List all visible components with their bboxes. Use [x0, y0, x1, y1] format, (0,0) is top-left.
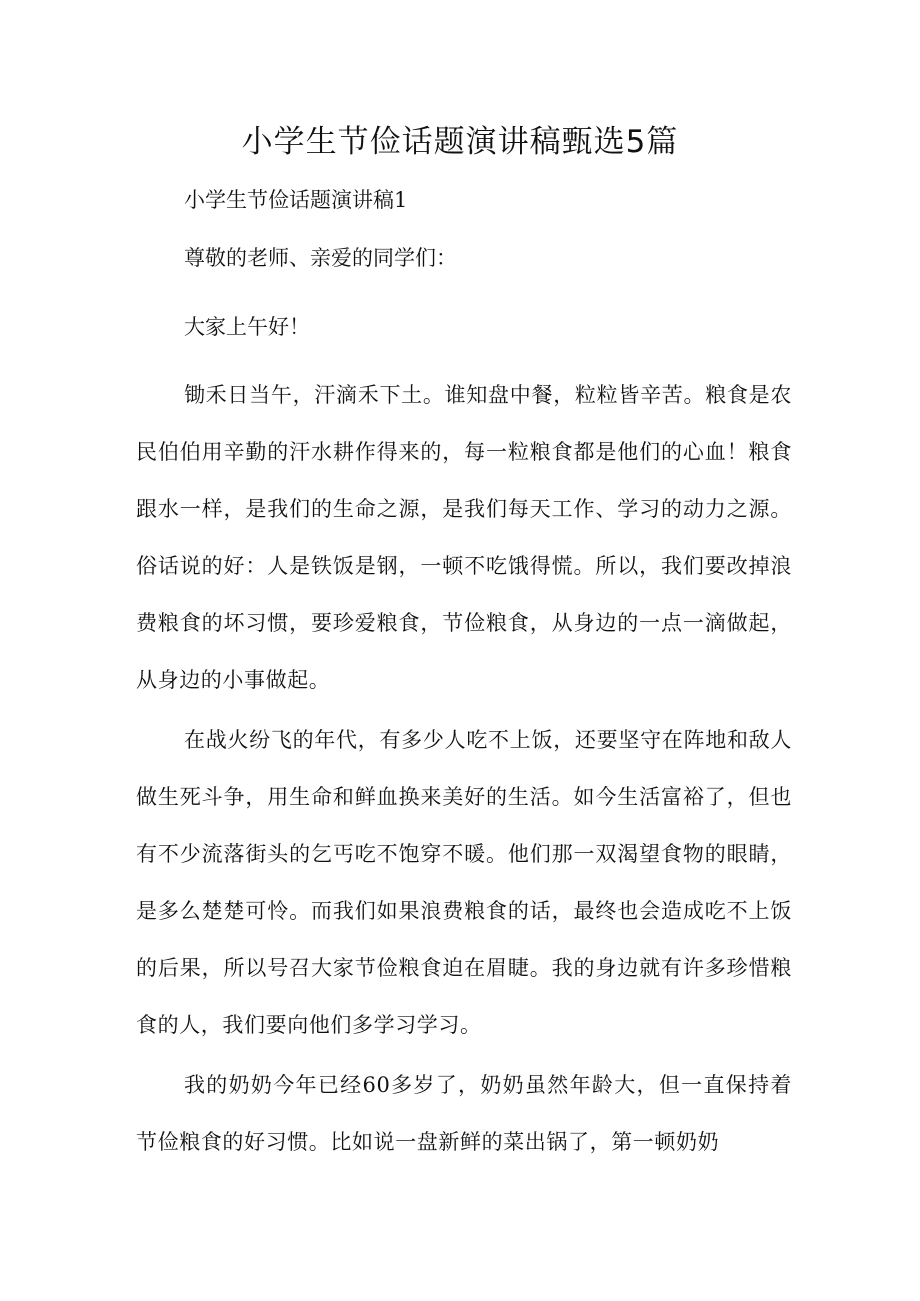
salutation: 尊敬的老师、亲爱的同学们：: [184, 246, 457, 270]
paragraph-3: 我的奶奶今年已经60多岁了，奶奶虽然年龄大，但一直保持着节俭粮食的好习惯。比如说一盘新鲜的菜出锅了，第一顿奶奶: [136, 1073, 792, 1154]
paragraph-2: 在战火纷飞的年代，有多少人吃不上饭，还要坚守在阵地和敌人做生死斗争，用生命和鲜血换来美好的生活。如今生活富裕了，但也有不少流落街头的乞丐吃不饱穿不暖。他们那一双渴望食物的眼睛，是多么楚楚可怜。而我们如果浪费粮食的话，最终也会造成吃不上饭的后果，所以号召大家节俭粮食迫在眉睫。我的身边就有许多珍惜粮食的人，我们要向他们多学习学习。: [136, 728, 792, 1037]
paragraph-1: 锄禾日当午，汗滴禾下土。谁知盘中餐，粒粒皆辛苦。粮食是农民伯伯用辛勤的汗水耕作得来的，每一粒粮食都是他们的心血！粮食跟水一样，是我们的生命之源，是我们每天工作、学习的动力之源。俗话说的好：人是铁饭是钢，一顿不吃饿得慌。所以，我们要改掉浪费粮食的坏习惯，要珍爱粮食，节俭粮食，从身边的一点一滴做起，从身边的小事做起。: [136, 383, 792, 692]
document-title: 小学生节俭话题演讲稿甄选5篇: [241, 124, 679, 160]
speech-subtitle: 小学生节俭话题演讲稿1: [184, 188, 408, 212]
opening-greeting: 大家上午好！: [184, 315, 310, 339]
